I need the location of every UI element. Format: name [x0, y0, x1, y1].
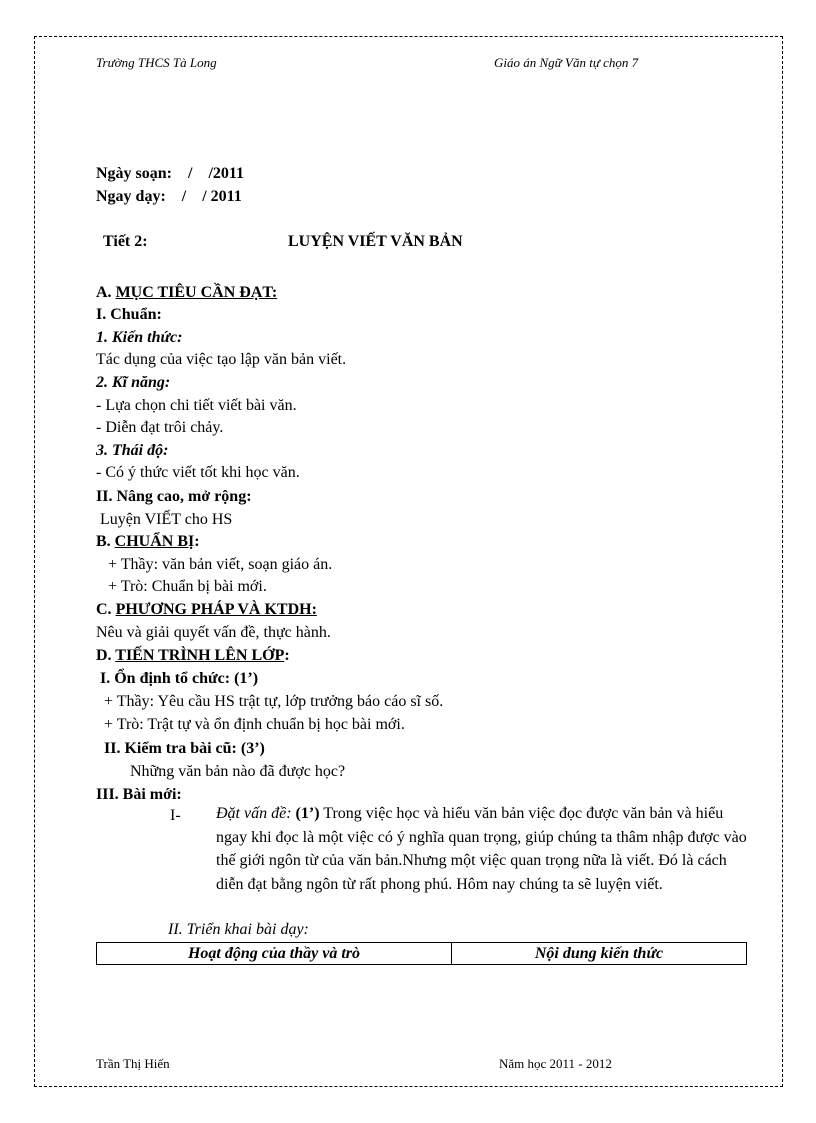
skills-heading: 2. Kĩ năng:	[96, 374, 171, 391]
section-b-heading	[96, 532, 200, 552]
section-a-heading	[96, 283, 277, 303]
lesson-table	[96, 942, 747, 965]
method-text: Nêu và giải quyết vấn đề, thực hành.	[96, 624, 331, 641]
section-b-letter: B.	[96, 533, 115, 550]
intro-marker: I-	[170, 807, 181, 824]
prep-student: + Trò: Chuẩn bị bài mới.	[108, 578, 267, 595]
header-subject: Giáo án Ngữ Văn tự chọn 7	[494, 55, 639, 70]
deploy-heading: II. Triển khai bài dạy:	[168, 921, 309, 938]
check-text: Những văn bản nào đã được học?	[130, 763, 346, 780]
knowledge-text: Tác dụng của việc tạo lập văn bản viết.	[96, 351, 347, 368]
lesson-title: LUYỆN VIẾT VĂN BẢN	[288, 233, 463, 250]
section-a-letter: A.	[96, 284, 116, 301]
new-lesson-heading: III. Bài mới:	[96, 786, 182, 803]
intro-lead: Đặt vấn đề:	[216, 805, 292, 822]
skills-item: - Lựa chọn chi tiết viết bài văn.	[96, 397, 297, 414]
section-d-colon: :	[284, 647, 290, 664]
org-student: + Trò: Trật tự và ổn định chuẩn bị học bài mới.	[104, 716, 405, 733]
footer-author: Trần Thị Hiến	[96, 1056, 170, 1071]
section-c-title: PHƯƠNG PHÁP VÀ KTDH:	[115, 601, 317, 618]
lesson-period: Tiết 2:	[103, 233, 148, 250]
attitude-heading: 3. Thái độ:	[96, 442, 169, 459]
knowledge-heading: 1. Kiến thức:	[96, 329, 183, 346]
skills-item: - Diễn đạt trôi chảy.	[96, 419, 224, 436]
attitude-text: - Có ý thức viết tốt khi học văn.	[96, 464, 300, 481]
section-d-heading	[96, 646, 290, 666]
org-heading: I. Ổn định tổ chức: (1’)	[100, 670, 259, 687]
advanced-text: Luyện VIẾT cho HS	[100, 511, 233, 528]
table-col-content: Nội dung kiến thức	[452, 943, 747, 965]
section-d-title: TIẾN TRÌNH LÊN LỚP	[115, 647, 285, 664]
table-header-row	[97, 943, 747, 965]
check-heading: II. Kiểm tra bài cũ: (3’)	[104, 740, 265, 757]
section-c-heading	[96, 600, 317, 620]
org-teacher: + Thầy: Yêu cầu HS trật tự, lớp trưởng báo cáo sĩ số.	[104, 693, 444, 710]
advanced-heading: II. Nâng cao, mở rộng:	[96, 488, 252, 505]
intro-text: Trong việc học và hiểu văn bản việc đọc được văn bản và hiểu ngay khi đọc là một việc có ý nghĩa quan trọng, giúp chúng ta thâm nhập được vào thế giới ngôn từ của văn bản.Nhưng một việc quan trọng nữa là viết. Đó là cách diễn đạt bằng ngôn từ rất phong phú. Hôm nay chúng ta sẽ luyện viết.	[216, 805, 747, 893]
teach-date: Ngay dạy: / / 2011	[96, 188, 242, 205]
section-b-colon: :	[194, 533, 200, 550]
intro-paragraph	[216, 802, 751, 896]
header-school: Trường THCS Tà Long	[96, 55, 217, 70]
table-col-activities: Hoạt động của thầy và trò	[97, 943, 452, 965]
section-b-title: CHUẨN BỊ	[114, 533, 195, 550]
prep-date: Ngày soạn: / /2011	[96, 165, 245, 182]
section-a-title: MỤC TIÊU CẦN ĐẠT:	[115, 284, 278, 301]
section-c-letter: C.	[96, 601, 116, 618]
footer-year: Năm học 2011 - 2012	[499, 1056, 612, 1071]
basic-heading: I. Chuẩn:	[96, 306, 162, 323]
prep-teacher: + Thầy: văn bản viết, soạn giáo án.	[108, 556, 333, 573]
intro-time: (1’)	[291, 805, 320, 822]
section-d-letter: D.	[96, 647, 116, 664]
